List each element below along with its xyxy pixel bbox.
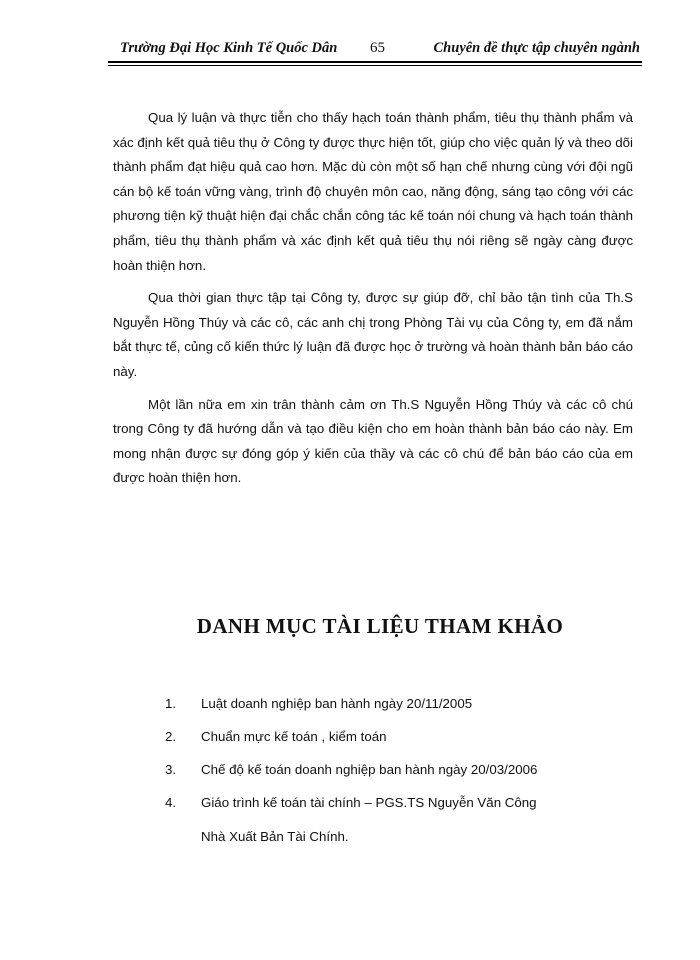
paragraph: Qua lý luận và thực tiễn cho thấy hạch toán thành phẩm, tiêu thụ thành phẩm và xác định kết quả tiêu thụ ở Công ty được thực hiện tốt, giúp cho việc quản lý và theo dõi thành phẩm đạt hiệu quả cao hơn. Mặc dù còn một số hạn chế nhưng cùng với đội ngũ cán bộ kế toán vững vàng, trình độ chuyên môn cao, năng động, sáng tạo công với các phương tiện kỹ thuật hiện đại chắc chắn công tác kế toán nói chung và hạch toán thành phẩm, tiêu thụ thành phẩm và xác định kết quả tiêu thụ nói riêng sẽ ngày càng được hoàn thiện hơn. <box>113 110 633 273</box>
header-report-type: Chuyên đề thực tập chuyên ngành <box>433 40 640 56</box>
reference-text: Chế độ kế toán doanh nghiệp ban hành ngày 20/03/2006 <box>201 762 538 777</box>
reference-text: Giáo trình kế toán tài chính – PGS.TS Nguyễn Văn Công <box>201 795 537 810</box>
reference-item <box>165 729 645 762</box>
paragraph: Một lần nữa em xin trân thành cảm ơn Th.S Nguyễn Hồng Thúy và các cô chú trong Công ty đã hướng dẫn và tạo điều kiện cho em hoàn thành bản báo cáo này. Em mong nhận được sự đóng góp ý kiến của thầy và các cô chú để bản báo cáo của em được hoàn thiện hơn. <box>113 396 633 486</box>
reference-number: 1. <box>165 696 177 711</box>
reference-number: 4. <box>165 795 177 810</box>
reference-item <box>165 762 645 795</box>
page-header <box>108 38 640 60</box>
reference-text: Luật doanh nghiệp ban hành ngày 20/11/2005 <box>201 696 473 711</box>
references-list <box>165 696 645 844</box>
reference-item <box>165 696 645 729</box>
reference-publisher: Nhà Xuất Bản Tài Chính. <box>201 829 349 844</box>
reference-text: Chuẩn mực kế toán , kiểm toán <box>201 729 387 744</box>
header-rule-thick <box>108 61 642 63</box>
header-school-name: Trường Đại Học Kinh Tế Quốc Dân <box>120 40 338 56</box>
references-title: DANH MỤC TÀI LIỆU THAM KHẢO <box>196 614 564 638</box>
header-page-number: 65 <box>370 40 385 56</box>
paragraph: Qua thời gian thực tập tại Công ty, được sự giúp đỡ, chỉ bảo tận tình của Th.S Nguyễn Hồng Thúy và các cô, các anh chị trong Phòng Tài vụ của Công ty, em đã nắm bắt thực tế, củng cố kiến thức lý luận đã được học ở trường và hoàn thành bản báo cáo này. <box>113 290 633 379</box>
conclusion-body <box>113 106 633 499</box>
reference-number: 2. <box>165 729 177 744</box>
reference-item <box>165 795 645 844</box>
header-rule-thin <box>108 65 642 66</box>
reference-number: 3. <box>165 762 177 777</box>
